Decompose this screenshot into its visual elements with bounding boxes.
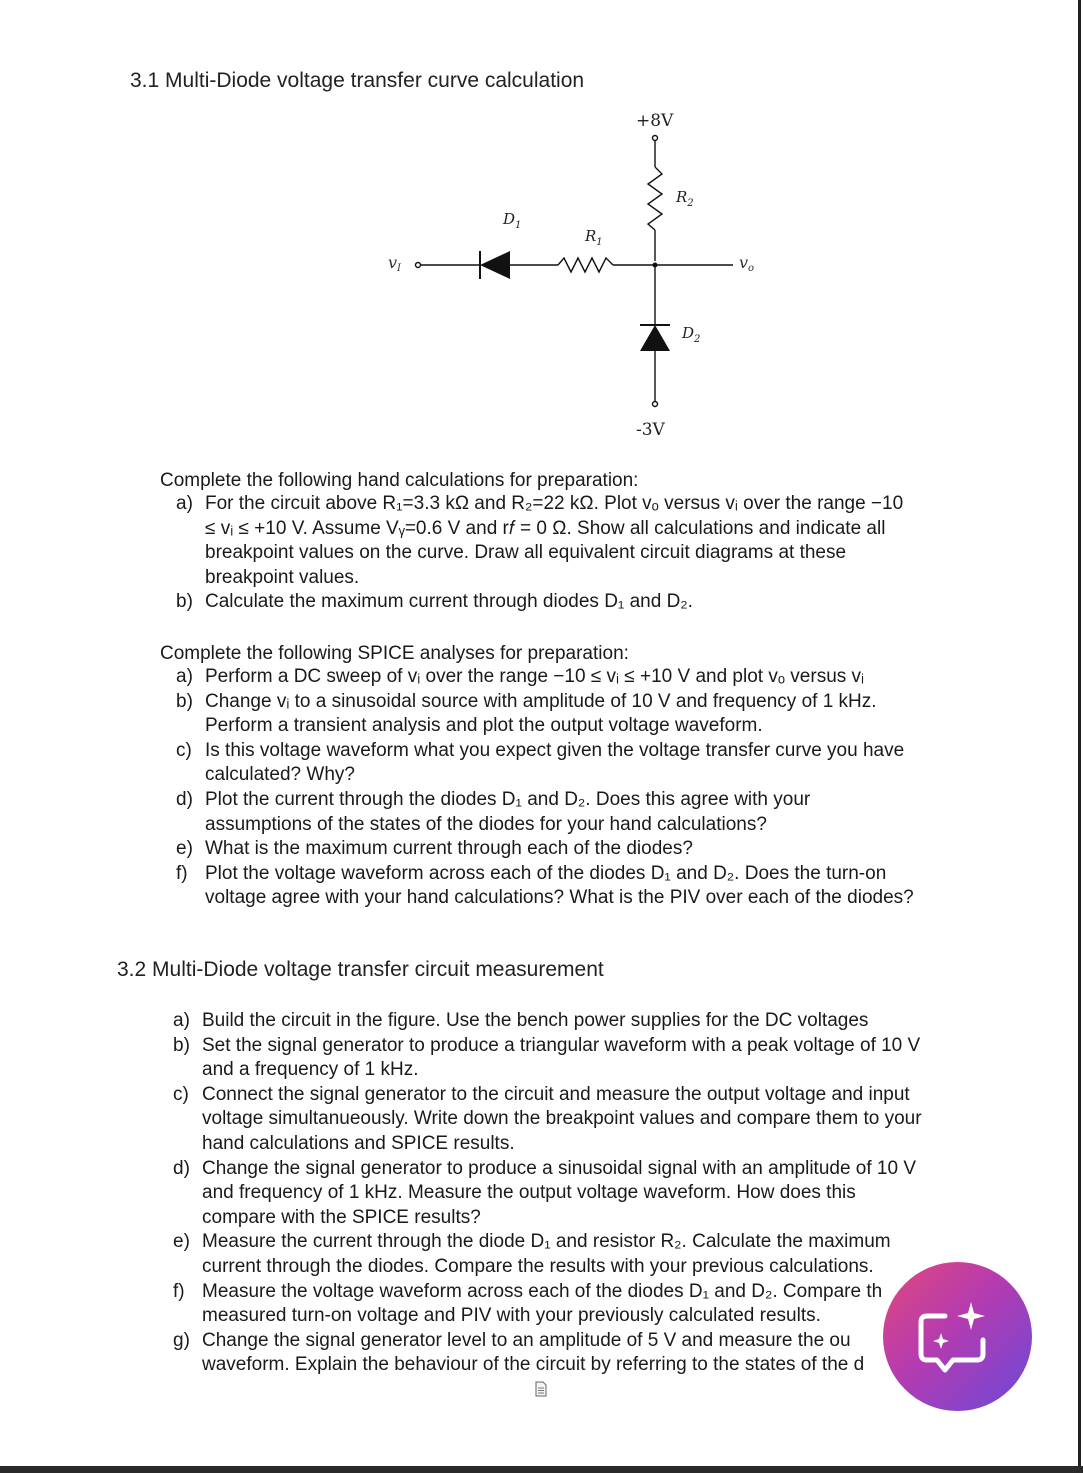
- list-item-line: Change the signal generator level to an amplitude of 5 V and measure the ou: [202, 1329, 851, 1351]
- measurement-list: [160, 1009, 922, 1378]
- list-item-line: Calculate the maximum current through diodes D₁ and D₂.: [205, 591, 693, 613]
- list-item-line: Build the circuit in the figure. Use the bench power supplies for the DC voltages: [202, 1010, 869, 1031]
- list-item-line: voltage simultanueously. Write down the breakpoint values and compare them to your: [202, 1108, 922, 1130]
- r2-label: $R_2$: [676, 188, 694, 209]
- list-item-line: and frequency of 1 kHz. Measure the output voltage waveform. How does this: [202, 1182, 856, 1204]
- list-item-line: current through the diodes. Compare the results with your previous calculations.: [202, 1255, 874, 1277]
- list-item-line: and a frequency of 1 kHz.: [202, 1059, 419, 1081]
- list-item: [163, 788, 914, 837]
- list-item-marker: f): [176, 862, 188, 884]
- list-item-line: compare with the SPICE results?: [202, 1206, 481, 1228]
- list-item: [160, 1280, 922, 1329]
- spice-list: [163, 665, 914, 911]
- d2-diode: [640, 325, 670, 351]
- list-item-line: ≤ vᵢ ≤ +10 V. Assume Vᵧ=0.6 V and r𝑓 = 0 Ω. Show all calculations and indicate all: [205, 517, 886, 539]
- list-item-line: Measure the current through the diode D₁ and resistor R₂. Calculate the maximum: [202, 1231, 891, 1253]
- list-item: [160, 1329, 922, 1378]
- list-item-marker: f): [173, 1280, 185, 1302]
- list-item: [163, 739, 914, 788]
- vplus-label: +8V: [636, 111, 674, 131]
- page-border-right: [1078, 0, 1081, 1473]
- list-item: [160, 1083, 922, 1157]
- vminus-terminal: [653, 402, 658, 407]
- list-item-marker: c): [173, 1083, 189, 1105]
- list-item-marker: a): [176, 493, 193, 514]
- ai-sparkle-chat-icon: [883, 1262, 1032, 1411]
- list-item-marker: d): [176, 788, 193, 810]
- section-2-heading: 3.2 Multi-Diode voltage transfer circuit measurement: [117, 958, 604, 981]
- d1-label: $D_1$: [503, 210, 522, 231]
- hand-calc-list: [163, 492, 903, 615]
- list-item-marker: b): [176, 591, 193, 613]
- r2-resistor: [648, 167, 662, 230]
- list-item-line: For the circuit above R₁=3.3 kΩ and R₂=22 kΩ. Plot vₒ versus vᵢ over the range −10: [205, 493, 904, 514]
- ai-assistant-button[interactable]: [883, 1262, 1032, 1411]
- r1-resistor: [558, 258, 613, 272]
- d1-diode: [480, 251, 510, 279]
- list-item: [160, 1157, 922, 1231]
- list-item-line: measured turn-on voltage and PIV with your previously calculated results.: [202, 1305, 821, 1327]
- list-item-line: Perform a transient analysis and plot the output voltage waveform.: [205, 715, 763, 737]
- list-item-line: Plot the voltage waveform across each of the diodes D₁ and D₂. Does the turn-on: [205, 862, 887, 884]
- list-item: [163, 862, 914, 911]
- list-item-line: Plot the current through the diodes D₁ and D₂. Does this agree with your: [205, 788, 811, 810]
- list-item-line: Change vᵢ to a sinusoidal source with amplitude of 10 V and frequency of 1 kHz.: [205, 690, 877, 712]
- r1-label: $R_1$: [585, 227, 603, 248]
- section-1-heading: 3.1 Multi-Diode voltage transfer curve calculation: [130, 69, 585, 92]
- vin-terminal: [416, 263, 421, 268]
- list-item-marker: a): [173, 1010, 190, 1031]
- hand-calc-intro: Complete the following hand calculations for preparation:: [160, 470, 639, 491]
- list-item: [163, 590, 903, 615]
- list-item-marker: e): [176, 838, 193, 860]
- list-item: [163, 665, 914, 690]
- list-item-line: breakpoint values.: [205, 566, 360, 588]
- list-item-line: Is this voltage waveform what you expect given the voltage transfer curve you have: [205, 739, 905, 761]
- list-item-line: Change the signal generator to produce a sinusoidal signal with an amplitude of 10 V: [202, 1157, 917, 1179]
- list-item-line: Set the signal generator to produce a triangular waveform with a peak voltage of 10 V: [202, 1034, 921, 1056]
- list-item-marker: a): [176, 666, 193, 687]
- list-item-marker: b): [173, 1034, 190, 1056]
- document-icon: [534, 1381, 548, 1397]
- list-item-line: calculated? Why?: [205, 764, 355, 786]
- d2-label: $D_2$: [682, 324, 701, 345]
- vout-label: vo: [739, 253, 755, 274]
- list-item-line: What is the maximum current through each of the diodes?: [205, 838, 693, 860]
- list-item: [163, 837, 914, 862]
- list-item-line: Measure the voltage waveform across each of the diodes D₁ and D₂. Compare th: [202, 1280, 883, 1302]
- list-item-line: assumptions of the states of the diodes for your hand calculations?: [205, 813, 767, 835]
- list-item: [163, 492, 903, 590]
- vin-label: vI: [388, 253, 401, 274]
- list-item-marker: d): [173, 1157, 190, 1179]
- list-item: [160, 1009, 922, 1034]
- list-item-marker: b): [176, 690, 193, 712]
- vminus-label: -3V: [636, 420, 665, 440]
- list-item-line: Connect the signal generator to the circuit and measure the output voltage and input: [202, 1083, 910, 1105]
- page-border-bottom: [0, 1466, 1083, 1473]
- list-item-line: hand calculations and SPICE results.: [202, 1132, 515, 1154]
- list-item-line: waveform. Explain the behaviour of the circuit by referring to the states of the d: [202, 1354, 865, 1376]
- list-item-line: Perform a DC sweep of vᵢ over the range −10 ≤ vᵢ ≤ +10 V and plot vₒ versus vᵢ: [205, 666, 865, 687]
- list-item: [160, 1034, 922, 1083]
- junction-node: [653, 263, 658, 268]
- list-item-line: breakpoint values on the curve. Draw all equivalent circuit diagrams at these: [205, 542, 847, 564]
- spice-intro: Complete the following SPICE analyses for preparation:: [160, 643, 629, 664]
- list-item: [160, 1230, 922, 1279]
- vplus-terminal: [653, 136, 658, 141]
- list-item: [163, 690, 914, 739]
- list-item-marker: g): [173, 1329, 190, 1351]
- list-item-marker: c): [176, 739, 192, 761]
- list-item-line: voltage agree with your hand calculations? What is the PIV over each of the diodes?: [205, 887, 914, 909]
- list-item-marker: e): [173, 1231, 190, 1253]
- circuit-schematic: [370, 105, 755, 445]
